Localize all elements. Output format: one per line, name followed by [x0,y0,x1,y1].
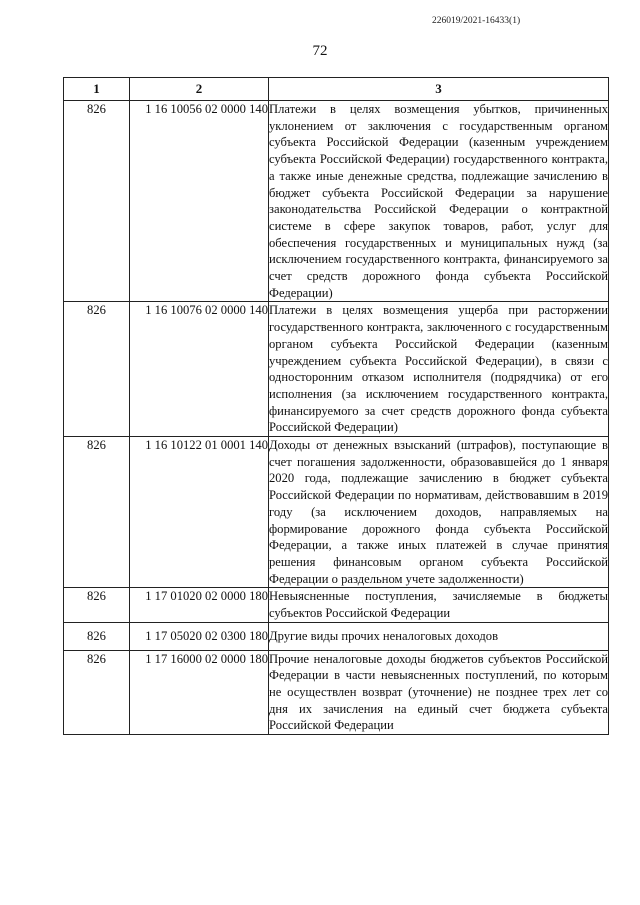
budget-codes-table [63,77,609,735]
income-description: Платежи в целях возмещения убытков, причиненных уклонением от заключения с государственным органом субъекта Российской Федерации (казенным учреждением субъекта Российской Федерации) государственного контракта, а также иные денежные средства, подлежащие зачислению в бюджет субъекта Российской Федерации за нарушение законодательства Российской Федерации о контрактной системе в сфере закупок товаров, работ, услуг для обеспечения государственных и муниципальных нужд (за исключением государственного контракта, финансируемого за счет средств дорожного фонда субъекта Российской Федерации) [269,101,609,302]
column-header-1: 1 [64,78,130,101]
income-description: Другие виды прочих неналоговых доходов [269,622,609,650]
table-row [64,302,609,437]
administrator-code: 826 [64,588,130,622]
administrator-code: 826 [64,302,130,437]
table-row [64,622,609,650]
income-description: Платежи в целях возмещения ущерба при расторжении государственного контракта, заключенного с государственным органом субъекта Российской Федерации (казенным учреждением субъекта Российской Федерации), в связи с односторонним отказом исполнителя (подрядчика) от его исполнения (за исключением государственного контракта, финансируемого за счет средств дорожного фонда субъекта Российской Федерации) [269,302,609,437]
income-description: Доходы от денежных взысканий (штрафов), поступающие в счет погашения задолженности, образовавшейся до 1 января 2020 года, подлежащие зачислению в бюджет субъекта Российской Федерации по нормативам, действовавшим в 2019 году (за исключением доходов, направляемых на формирование дорожного фонда субъекта Российской Федерации, а также иных платежей в случае принятия решения финансовым органом субъекта Российской Федерации о раздельном учете задолженности) [269,437,609,588]
budget-classification-code: 1 17 05020 02 0300 180 [130,622,269,650]
table-header-row [64,78,609,101]
administrator-code: 826 [64,622,130,650]
income-description: Прочие неналоговые доходы бюджетов субъектов Российской Федерации в части невыясненных поступлений, по которым не осуществлен возврат (уточнение) не позднее трех лет со дня их зачисления на единый счет бюджета субъекта Российской Федерации [269,650,609,735]
administrator-code: 826 [64,437,130,588]
table-row [64,650,609,735]
column-header-2: 2 [130,78,269,101]
page-number: 72 [312,43,328,59]
table-row [64,101,609,302]
budget-classification-code: 1 17 01020 02 0000 180 [130,588,269,622]
document-id: 226019/2021-16433(1) [432,16,521,26]
budget-classification-code: 1 16 10122 01 0001 140 [130,437,269,588]
table-row [64,588,609,622]
administrator-code: 826 [64,101,130,302]
budget-classification-code: 1 17 16000 02 0000 180 [130,650,269,735]
administrator-code: 826 [64,650,130,735]
income-description: Невыясненные поступления, зачисляемые в бюджеты субъектов Российской Федерации [269,588,609,622]
budget-classification-code: 1 16 10076 02 0000 140 [130,302,269,437]
column-header-3: 3 [269,78,609,101]
table-row [64,437,609,588]
budget-classification-code: 1 16 10056 02 0000 140 [130,101,269,302]
